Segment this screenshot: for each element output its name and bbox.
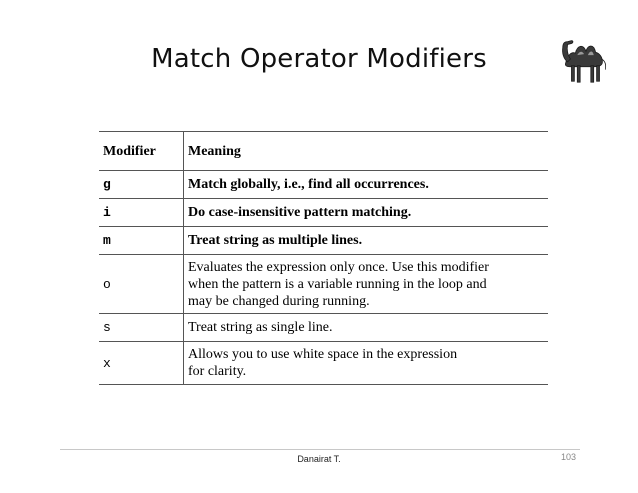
meaning-line: Evaluates the expression only once. Use this modifier: [188, 259, 489, 275]
meaning-line: Allows you to use white space in the expression: [188, 347, 458, 362]
meaning-cell: [184, 255, 549, 314]
slide-title: Match Operator Modifiers: [151, 44, 487, 74]
page-number: 103: [560, 452, 576, 462]
table-row: [99, 227, 548, 255]
table-header-row: [99, 132, 548, 171]
meaning-cell: Treat string as multiple lines.: [184, 227, 549, 255]
modifier-cell: s: [99, 314, 184, 342]
modifiers-table: [99, 131, 548, 385]
camel-icon: [556, 30, 614, 88]
modifier-cell: x: [99, 342, 184, 385]
footer-divider: [60, 449, 580, 450]
table-row: [99, 255, 548, 314]
meaning-line: when the pattern is a variable running in the loop and: [188, 276, 487, 292]
modifier-cell: o: [99, 255, 184, 314]
meaning-line: for clarity.: [188, 364, 247, 379]
meaning-cell: Treat string as single line.: [184, 314, 549, 342]
meaning-cell: Match globally, i.e., find all occurrences.: [184, 171, 549, 199]
modifier-cell: i: [99, 199, 184, 227]
meaning-line: may be changed during running.: [188, 293, 370, 309]
meaning-cell: [184, 342, 549, 385]
modifier-cell: g: [99, 171, 184, 199]
table-row: [99, 171, 548, 199]
header-meaning: Meaning: [184, 132, 549, 171]
table-row: [99, 314, 548, 342]
header-modifier: Modifier: [99, 132, 184, 171]
table-row: [99, 342, 548, 385]
footer-author: Danairat T.: [297, 454, 341, 464]
modifier-cell: m: [99, 227, 184, 255]
table-row: [99, 199, 548, 227]
meaning-cell: Do case-insensitive pattern matching.: [184, 199, 549, 227]
